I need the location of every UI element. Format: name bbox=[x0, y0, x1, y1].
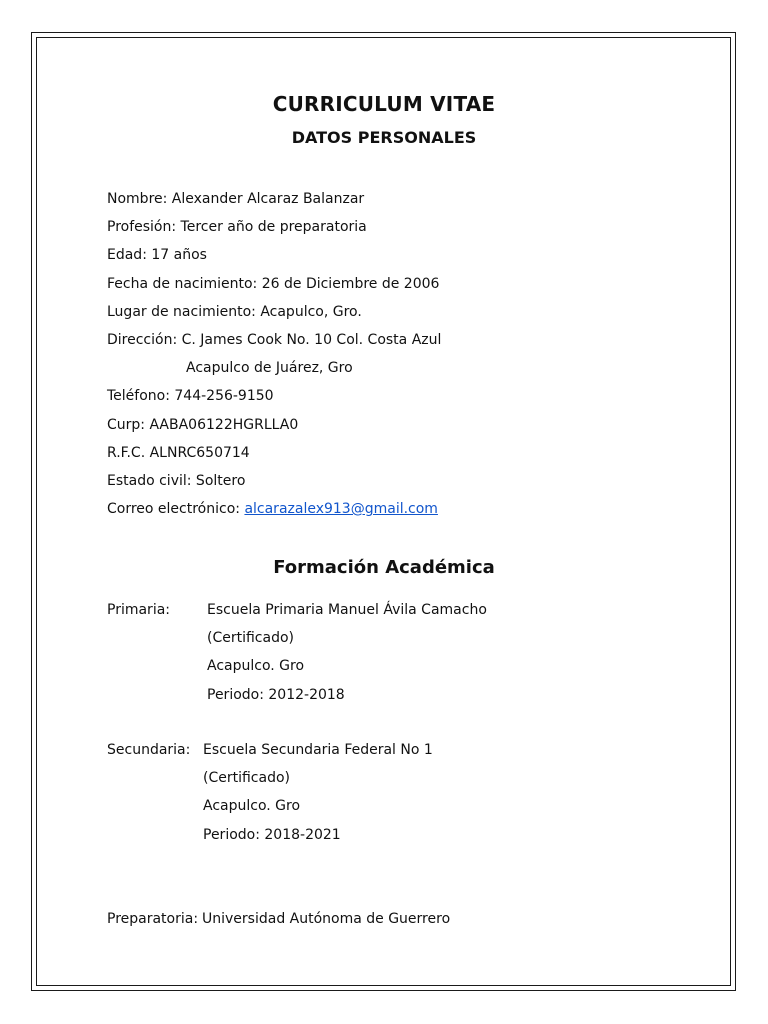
education-city-primaria: Acapulco. Gro bbox=[207, 658, 305, 675]
personal-email-label: Correo electrónico: bbox=[107, 501, 245, 518]
education-period-primaria: Periodo: 2012-2018 bbox=[207, 686, 345, 703]
education-label-primaria: Primaria: bbox=[107, 602, 170, 618]
education-details-preparatoria bbox=[202, 908, 450, 936]
personal-curp: Curp: AABA06122HGRLLA0 bbox=[107, 416, 299, 433]
education-label-preparatoria: Preparatoria: bbox=[107, 911, 199, 927]
personal-civil-status: Estado civil: Soltero bbox=[107, 472, 246, 489]
personal-rfc: R.F.C. ALNRC650714 bbox=[107, 444, 250, 461]
education-period-secundaria: Periodo: 2018-2021 bbox=[203, 826, 341, 843]
personal-name: Nombre: Alexander Alcaraz Balanzar bbox=[107, 191, 365, 207]
section-heading-education: Formación Académica bbox=[273, 557, 495, 578]
education-school-preparatoria: Universidad Autónoma de Guerrero bbox=[202, 911, 451, 927]
education-label-secundaria: Secundaria: bbox=[107, 742, 191, 758]
personal-email-row bbox=[107, 498, 441, 526]
education-school-secundaria: Escuela Secundaria Federal No 1 bbox=[203, 742, 433, 758]
education-cert-primaria: (Certificado) bbox=[207, 630, 294, 647]
personal-phone: Teléfono: 744-256-9150 bbox=[107, 388, 274, 405]
personal-profession: Profesión: Tercer año de preparatoria bbox=[107, 219, 367, 236]
section-heading-personal-data: DATOS PERSONALES bbox=[291, 128, 477, 147]
education-school-primaria: Escuela Primaria Manuel Ávila Camacho bbox=[207, 602, 487, 618]
personal-address: Dirección: C. James Cook No. 10 Col. Costa Azul bbox=[107, 331, 442, 348]
document-title: CURRICULUM VITAE bbox=[272, 92, 496, 116]
education-cert-secundaria: (Certificado) bbox=[203, 770, 290, 787]
personal-age: Edad: 17 años bbox=[107, 247, 207, 264]
personal-data-list bbox=[107, 188, 441, 526]
education-details-primaria bbox=[207, 599, 487, 712]
education-details-secundaria bbox=[203, 739, 433, 852]
personal-address-line-2: Acapulco de Juárez, Gro bbox=[186, 360, 353, 377]
personal-birth-place: Lugar de nacimiento: Acapulco, Gro. bbox=[107, 303, 362, 320]
education-city-secundaria: Acapulco. Gro bbox=[203, 798, 301, 815]
email-link[interactable]: alcarazalex913@gmail.com bbox=[244, 501, 438, 518]
personal-birth-date: Fecha de nacimiento: 26 de Diciembre de 2006 bbox=[107, 275, 440, 292]
